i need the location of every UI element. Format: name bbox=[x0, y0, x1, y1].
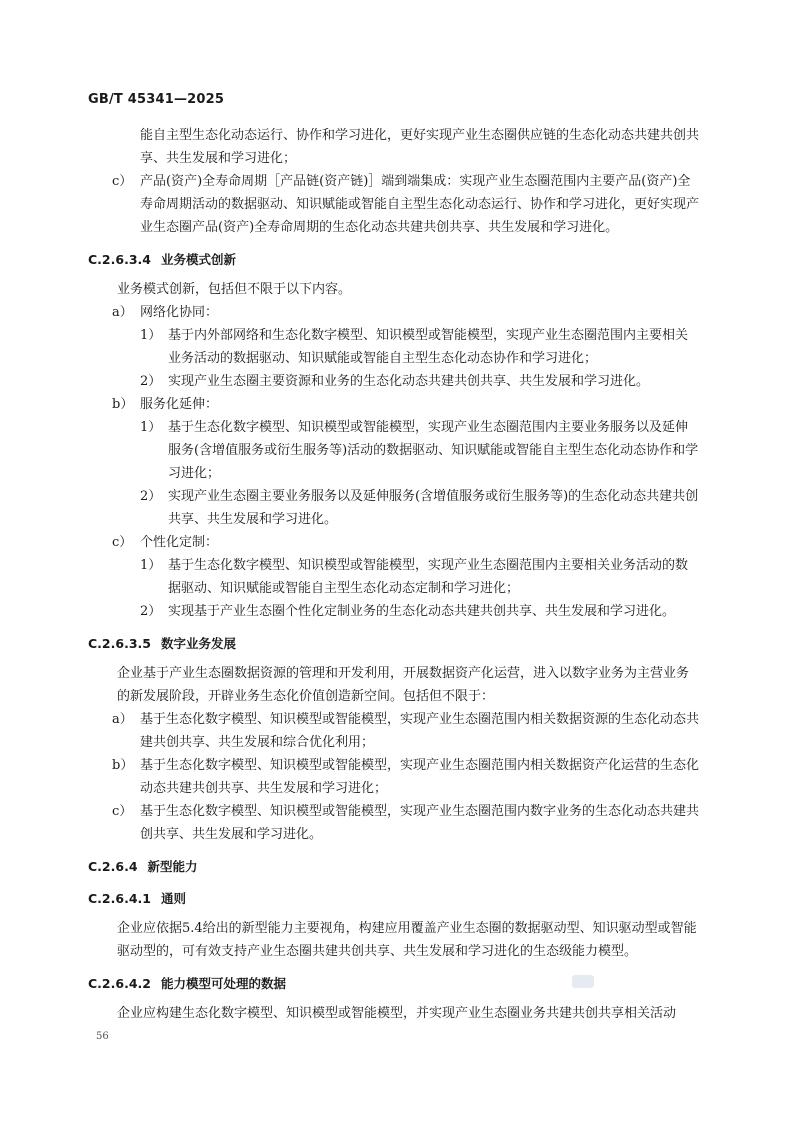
list-item-text: 基于生态化数字模型、知识模型或智能模型，实现产业生态圈范围内数字业务的生态化动态共建共创共享、共生发展和学习进化。 bbox=[140, 804, 700, 842]
section-title: 业务模式创新 bbox=[160, 252, 236, 267]
sub-list-item bbox=[88, 324, 700, 370]
list-marker: c） bbox=[112, 804, 133, 819]
list-item-text: 产品(资产)全寿命周期［产品链(资产链)］端到端集成：实现产业生态圈范围内主要产品(资产)全寿命周期活动的数据驱动、知识赋能或智能自主型生态化动态运行、协作和学习进化，更好实现产业生态圈产品(资产)全寿命周期的生态化动态共建共创共享、共生发展和学习进化。 bbox=[140, 174, 700, 235]
section-heading bbox=[88, 972, 700, 995]
section-number: C.2.6.4.2 bbox=[88, 976, 151, 991]
list-item-text: 实现基于产业生态圈个性化定制业务的生态化动态共建共创共享、共生发展和学习进化。 bbox=[168, 604, 676, 619]
list-item bbox=[88, 708, 700, 754]
list-marker: 1） bbox=[140, 328, 162, 343]
list-marker: 2） bbox=[140, 604, 162, 619]
list-item-text: 基于内外部网络和生态化数字模型、知识模型或智能模型，实现产业生态圈范围内主要相关业务活动的数据驱动、知识赋能或智能自主型生态化动态协作和学习进化； bbox=[168, 328, 689, 366]
list-marker: c） bbox=[112, 174, 133, 189]
continued-paragraph: 能自主型生态化动态运行、协作和学习进化，更好实现产业生态圈供应链的生态化动态共建共创共享、共生发展和学习进化； bbox=[140, 128, 700, 166]
list-marker: b） bbox=[112, 397, 134, 412]
list-marker: b） bbox=[112, 758, 134, 773]
list-item bbox=[88, 170, 700, 239]
section-heading bbox=[88, 248, 700, 271]
sub-list-item bbox=[88, 554, 700, 600]
sub-list-item bbox=[88, 370, 700, 393]
sub-list-item bbox=[88, 600, 700, 623]
section-heading bbox=[88, 632, 700, 655]
list-item-text: 实现产业生态圈主要业务服务以及延伸服务(含增值服务或衍生服务等)的生态化动态共建共创共享、共生发展和学习进化。 bbox=[168, 489, 699, 527]
list-item bbox=[88, 301, 700, 324]
standard-code-header: GB/T 45341—2025 bbox=[88, 92, 225, 107]
section-number: C.2.6.4 bbox=[88, 859, 138, 874]
list-marker: c） bbox=[112, 535, 133, 550]
list-item-text: 基于生态化数字模型、知识模型或智能模型，实现产业生态圈范围内相关数据资产化运营的生态化动态共建共创共享、共生发展和学习进化； bbox=[140, 758, 700, 796]
list-marker: 1） bbox=[140, 420, 162, 435]
page-number: 56 bbox=[96, 1031, 109, 1042]
paragraph: 业务模式创新，包括但不限于以下内容。 bbox=[117, 282, 352, 297]
list-item bbox=[88, 531, 700, 554]
list-item-text: 基于生态化数字模型、知识模型或智能模型，实现产业生态圈范围内主要相关业务活动的数据驱动、知识赋能或智能自主型生态化动态定制和学习进化； bbox=[168, 558, 689, 596]
list-item-text: 个性化定制： bbox=[140, 535, 219, 550]
section-title: 能力模型可处理的数据 bbox=[160, 976, 286, 991]
list-item-text: 基于生态化数字模型、知识模型或智能模型，实现产业生态圈范围内相关数据资源的生态化动态共建共创共享、共生发展和综合优化利用； bbox=[140, 712, 700, 750]
list-marker: 2） bbox=[140, 489, 162, 504]
section-title: 新型能力 bbox=[147, 859, 198, 874]
section-title: 通则 bbox=[160, 891, 186, 906]
paragraph: 企业应依据5.4给出的新型能力主要视角，构建应用覆盖产业生态圈的数据驱动型、知识驱动型或智能驱动型的，可有效支持产业生态圈共建共创共享、共生发展和学习进化的生态级能力模型。 bbox=[117, 921, 697, 959]
list-item-text: 实现产业生态圈主要资源和业务的生态化动态共建共创共享、共生发展和学习进化。 bbox=[168, 374, 650, 389]
section-number: C.2.6.3.5 bbox=[88, 636, 151, 651]
section-heading bbox=[88, 855, 700, 878]
sub-list-item bbox=[88, 416, 700, 485]
paragraph: 企业基于产业生态圈数据资源的管理和开发利用，开展数据资产化运营，进入以数字业务为主营业务的新发展阶段，开辟业务生态化价值创造新空间。包括但不限于： bbox=[117, 666, 690, 704]
section-number: C.2.6.4.1 bbox=[88, 891, 151, 906]
list-marker: 2） bbox=[140, 374, 162, 389]
sub-list-item bbox=[88, 485, 700, 531]
paragraph: 企业应构建生态化数字模型、知识模型或智能模型，并实现产业生态圈业务共建共创共享相关活动 bbox=[117, 1006, 677, 1021]
watermark-logo bbox=[572, 975, 594, 988]
list-marker: 1） bbox=[140, 558, 162, 573]
list-item bbox=[88, 393, 700, 416]
section-number: C.2.6.3.4 bbox=[88, 252, 151, 267]
list-marker: a） bbox=[112, 305, 133, 320]
section-title: 数字业务发展 bbox=[160, 636, 236, 651]
list-item-text: 网络化协同： bbox=[140, 305, 219, 320]
list-item-text: 服务化延伸： bbox=[140, 397, 219, 412]
list-item-text: 基于生态化数字模型、知识模型或智能模型，实现产业生态圈范围内主要业务服务以及延伸服务(含增值服务或衍生服务等)活动的数据驱动、知识赋能或智能自主型生态化动态协作和学习进化； bbox=[168, 420, 699, 481]
document-body bbox=[88, 124, 700, 1025]
list-marker: a） bbox=[112, 712, 133, 727]
list-item bbox=[88, 754, 700, 800]
section-heading bbox=[88, 887, 700, 910]
list-item bbox=[88, 800, 700, 846]
